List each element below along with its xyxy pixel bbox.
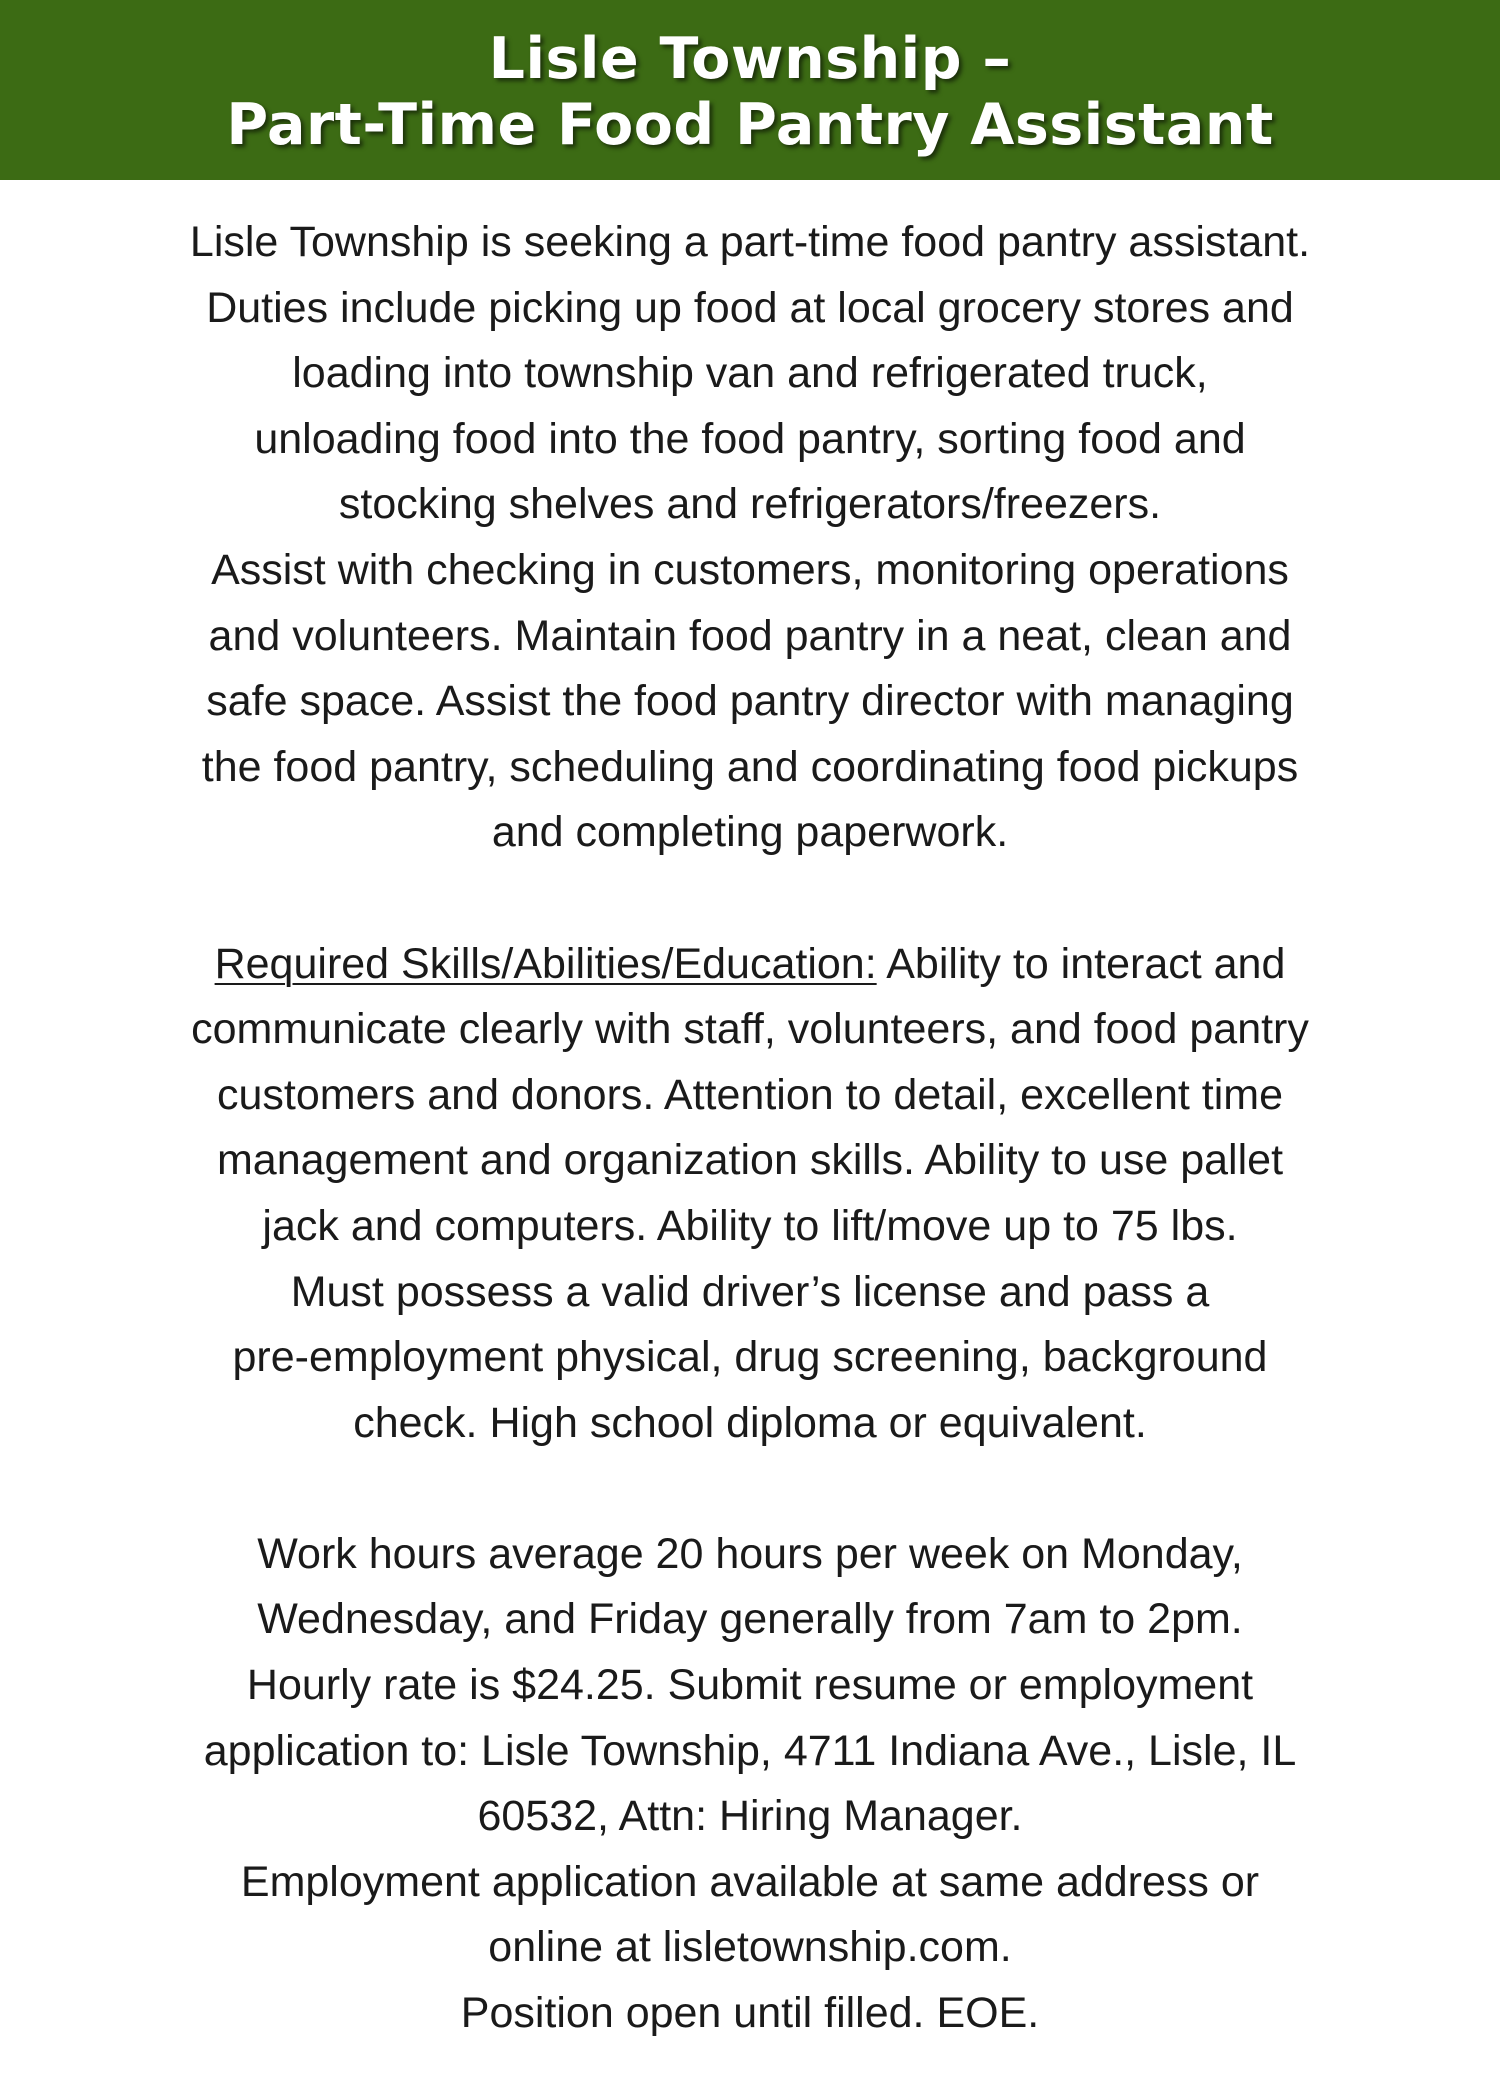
spacer [20, 1456, 1480, 1522]
text-line: unloading food into the food pantry, sorting food and [254, 414, 1246, 463]
requirements-heading: Required Skills/Abilities/Education: [214, 939, 877, 988]
text-line: Lisle Township is seeking a part-time food pantry assistant. [189, 218, 1311, 266]
text-line: online at lisletownship.com. [488, 1923, 1012, 1972]
text-line: check. High school diploma or equivalent. [353, 1398, 1147, 1447]
text-line: 60532, Attn: Hiring Manager. [477, 1792, 1023, 1841]
text-line: Wednesday, and Friday generally from 7am to 2pm. [257, 1595, 1243, 1644]
text-line: stocking shelves and refrigerators/freezers. [338, 480, 1162, 529]
text-line: management and organization skills. Ability to use pallet [216, 1136, 1284, 1185]
text-line: communicate clearly with staff, volunteers, and food pantry [191, 1005, 1309, 1054]
text-line: the food pantry, scheduling and coordinating food pickups [201, 742, 1299, 791]
text-line: customers and donors. Attention to detail, excellent time [216, 1070, 1284, 1119]
job-description [0, 180, 1500, 2047]
header-banner [0, 0, 1500, 180]
duties-paragraph [20, 210, 1480, 866]
text-line: Work hours average 20 hours per week on Monday, [257, 1529, 1243, 1578]
text-line: and completing paperwork. [491, 808, 1009, 857]
text-line: Employment application available at same address or [240, 1857, 1260, 1906]
hours-and-application-paragraph [20, 1522, 1480, 2047]
requirements-paragraph [20, 932, 1480, 1457]
text-line: pre-employment physical, drug screening, background [232, 1333, 1268, 1382]
text-line: Position open until filled. EOE. [460, 1989, 1040, 2038]
text-line: Must possess a valid driver’s license and pass a [290, 1267, 1210, 1316]
text-line: Assist with checking in customers, monitoring operations [211, 545, 1289, 594]
text-line: and volunteers. Maintain food pantry in a neat, clean and [208, 611, 1292, 660]
page-title-line-2: Part-Time Food Pantry Assistant [226, 92, 1274, 158]
spacer [20, 866, 1480, 932]
text-line: loading into township van and refrigerated truck, [292, 349, 1208, 398]
text-line: Hourly rate is $24.25. Submit resume or employment [246, 1661, 1254, 1710]
text-line: jack and computers. Ability to lift/move up to 75 lbs. [262, 1201, 1238, 1250]
text-line: safe space. Assist the food pantry director with managing [206, 677, 1294, 726]
requirements-first-line-text: Ability to interact and [876, 939, 1286, 988]
text-line: Duties include picking up food at local grocery stores and [206, 283, 1294, 332]
text-line: application to: Lisle Township, 4711 Indiana Ave., Lisle, IL [203, 1726, 1297, 1775]
requirements-first-line [20, 932, 1480, 998]
page-title-line-1: Lisle Township – [488, 26, 1012, 92]
